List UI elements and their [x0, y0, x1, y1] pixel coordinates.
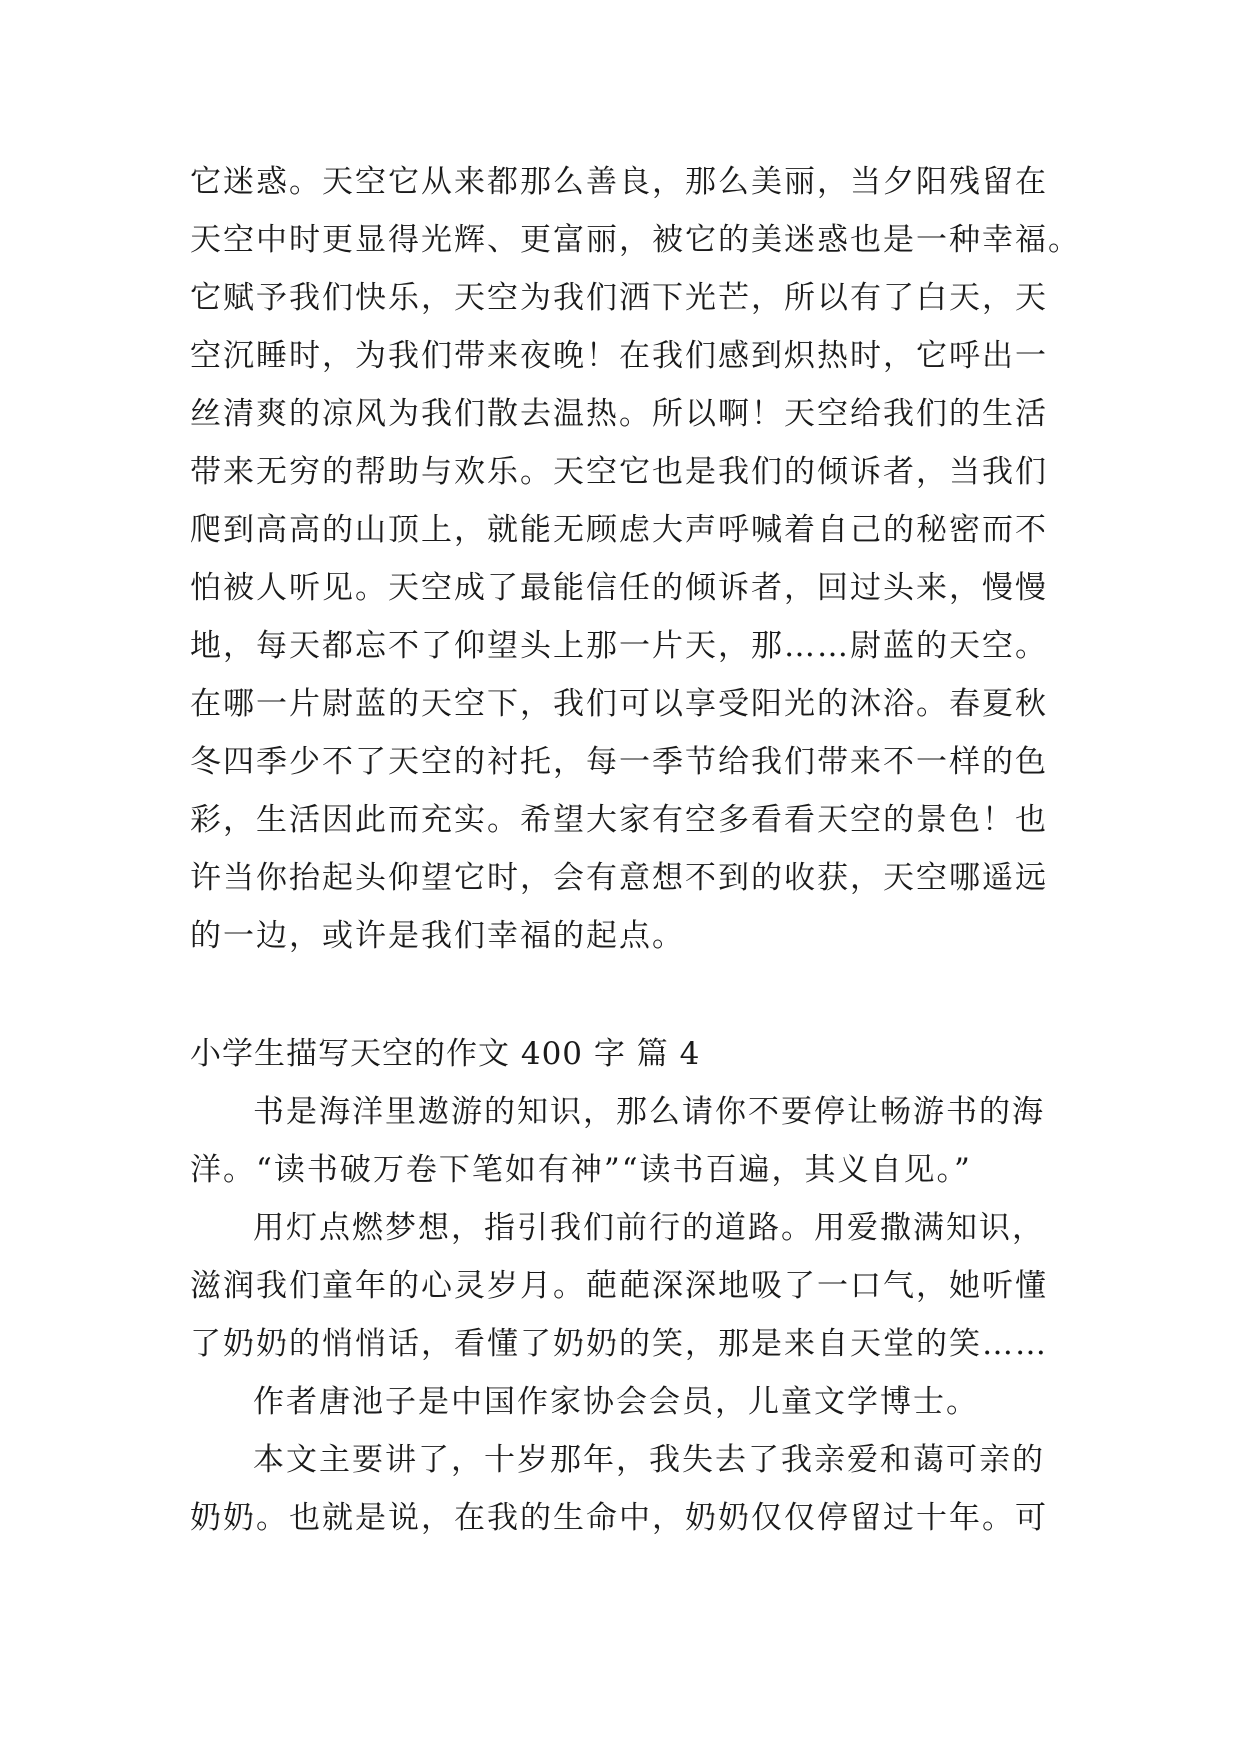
text-line: 书是海洋里遨游的知识，那么请你不要停让畅游书的海 [253, 1094, 1045, 1130]
text-line: 带来无穷的帮助与欢乐。天空它也是我们的倾诉者，当我们 [190, 454, 1048, 490]
text-line: 许当你抬起头仰望它时，会有意想不到的收获，天空哪遥远 [190, 860, 1048, 896]
text-line: 天空中时更显得光辉、更富丽，被它的美迷惑也是一种幸福。 [190, 222, 1081, 258]
text-line: 用灯点燃梦想，指引我们前行的道路。用爱撒满知识， [253, 1210, 1045, 1246]
text-line: 奶奶。也就是说，在我的生命中，奶奶仅仅停留过十年。可 [190, 1500, 1048, 1536]
text-line: 洋。“读书破万卷下笔如有神”“读书百遍，其义自见。” [190, 1152, 972, 1188]
text-line: 彩，生活因此而充实。希望大家有空多看看天空的景色！也 [190, 802, 1048, 838]
text-line: 冬四季少不了天空的衬托，每一季节给我们带来不一样的色 [190, 744, 1048, 780]
text-line: 滋润我们童年的心灵岁月。葩葩深深地吸了一口气，她听懂 [190, 1268, 1048, 1304]
text-line: 丝清爽的凉风为我们散去温热。所以啊！天空给我们的生活 [190, 396, 1048, 432]
text-line: 在哪一片尉蓝的天空下，我们可以享受阳光的沐浴。春夏秋 [190, 686, 1048, 722]
text-line: 地，每天都忘不了仰望头上那一片天，那……尉蓝的天空。 [190, 628, 1048, 664]
text-line: 它迷惑。天空它从来都那么善良，那么美丽，当夕阳残留在 [190, 164, 1048, 200]
text-line: 本文主要讲了，十岁那年，我失去了我亲爱和蔼可亲的 [253, 1442, 1045, 1478]
text-line: 作者唐池子是中国作家协会会员，儿童文学博士。 [253, 1384, 979, 1420]
text-line: 的一边，或许是我们幸福的起点。 [190, 918, 685, 954]
section-heading: 小学生描写天空的作文 400 字 篇 4 [190, 1036, 701, 1072]
text-line: 它赋予我们快乐，天空为我们洒下光芒，所以有了白天，天 [190, 280, 1048, 316]
text-line: 怕被人听见。天空成了最能信任的倾诉者，回过头来，慢慢 [190, 570, 1048, 606]
text-line: 空沉睡时，为我们带来夜晚！在我们感到炽热时，它呼出一 [190, 338, 1048, 374]
text-line: 了奶奶的悄悄话，看懂了奶奶的笑，那是来自天堂的笑…… [190, 1326, 1048, 1362]
text-line: 爬到高高的山顶上，就能无顾虑大声呼喊着自己的秘密而不 [190, 512, 1048, 548]
